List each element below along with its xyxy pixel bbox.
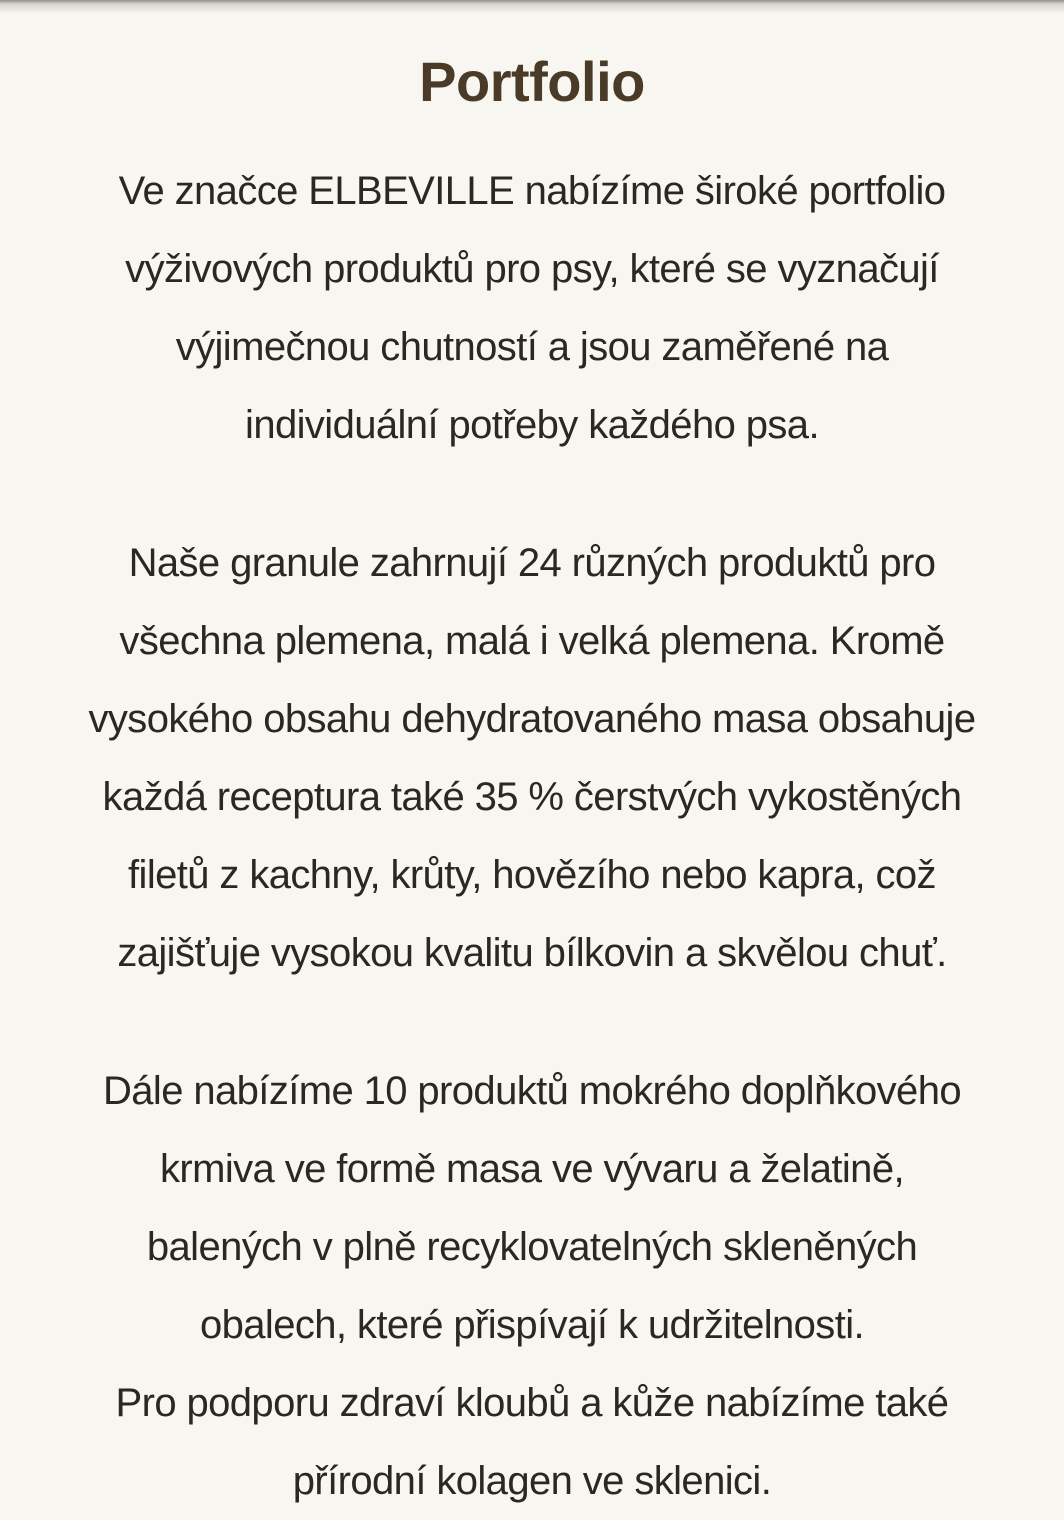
paragraph-wet-food <box>20 1052 1044 1520</box>
paragraph-intro <box>20 152 1044 464</box>
paragraph-line: balených v plně recyklovatelných skleněných <box>146 1225 918 1269</box>
paragraph-line: Naše granule zahrnují 24 různých produktů pro <box>128 541 936 585</box>
paragraph-line: krmiva ve formě masa ve vývaru a želatině, <box>160 1147 904 1191</box>
paragraph-line: výživových produktů pro psy, které se vyznačují <box>125 247 939 291</box>
section-title: Portfolio <box>419 50 645 113</box>
paragraph-line: všechna plemena, malá i velká plemena. Kromě <box>119 619 945 663</box>
top-bar-shadow <box>0 0 1064 14</box>
paragraph-line: obalech, které přispívají k udržitelnosti. <box>199 1303 865 1347</box>
paragraph-line: přírodní kolagen ve sklenici. <box>292 1459 772 1503</box>
paragraph-line: výjimečnou chutností a jsou zaměřené na <box>175 325 889 369</box>
paragraph-line: filetů z kachny, krůty, hovězího nebo kapra, což <box>128 853 936 897</box>
paragraph-line: každá receptura také 35 % čerstvých vykostěných <box>102 775 962 819</box>
paragraph-line: vysokého obsahu dehydratovaného masa obsahuje <box>88 697 976 741</box>
paragraph-line: individuální potřeby každého psa. <box>245 403 819 447</box>
paragraph-line: zajišťuje vysokou kvalitu bílkovin a skvělou chuť. <box>117 931 947 975</box>
paragraph-line: Pro podporu zdraví kloubů a kůže nabízíme také <box>115 1381 949 1425</box>
paragraph-line: Ve značce ELBEVILLE nabízíme široké portfolio <box>118 169 946 213</box>
paragraph-line: Dále nabízíme 10 produktů mokrého doplňkového <box>102 1069 961 1113</box>
paragraph-dry-food <box>20 524 1044 992</box>
